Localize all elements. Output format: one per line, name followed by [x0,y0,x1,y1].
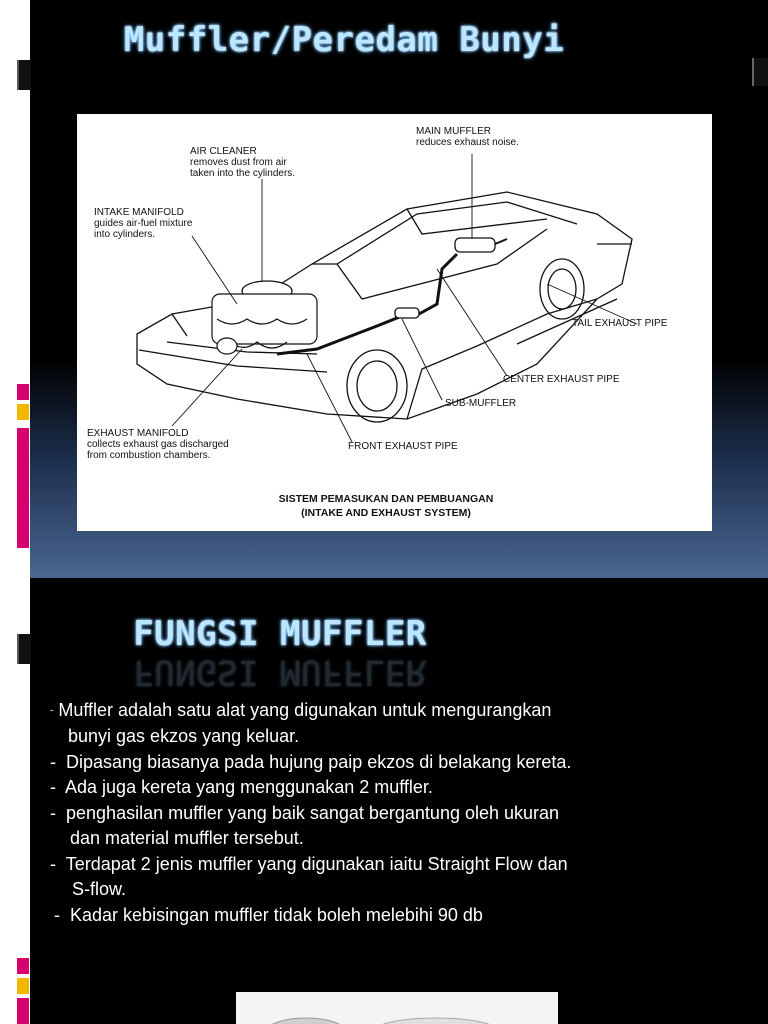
engine-block [212,281,317,354]
pink-accent-block [17,384,29,400]
text-line: bunyi gas ekzos yang keluar. [68,726,300,746]
label-intake-desc-1: guides air-fuel mixture [94,218,193,229]
function-text-block [50,698,750,928]
text-line: - penghasilan muffler yang baik sangat bergantung oleh ukuran [50,802,560,823]
text-line: - Muffler adalah satu alat yang digunakan untuk mengurangkan [50,700,552,720]
intake-exhaust-diagram [77,114,712,531]
label-front-exhaust-pipe: FRONT EXHAUST PIPE [348,441,458,452]
car-outline [137,192,632,422]
text-line: - Ada juga kereta yang menggunakan 2 muffler. [50,777,433,797]
slide-title: Muffler/Peredam Bunyi [123,20,565,60]
label-tail-exhaust-pipe: TAIL EXHAUST PIPE [572,318,668,329]
dark-accent-block [17,60,31,90]
pink-accent-bar [17,428,29,548]
text-line: - Kadar kebisingan muffler tidak boleh melebihi 90 db [54,904,483,925]
label-main-muffler: MAIN MUFFLER [416,126,491,137]
slide-muffler-function [0,578,768,1024]
right-title-marker [752,58,768,86]
car-exhaust-illustration [77,114,712,531]
label-exhaust-desc-1: collects exhaust gas discharged [87,439,229,450]
yellow-accent-block [17,978,29,994]
label-main-muffler-desc: reduces exhaust noise. [416,137,519,148]
diagram-caption-line-1: SISTEM PEMASUKAN DAN PEMBUANGAN [278,493,494,505]
label-intake-desc-2: into cylinders. [94,229,156,240]
label-air-cleaner-desc-1: removes dust from air [190,157,287,168]
text-line: - Dipasang biasanya pada hujung paip ekzos di belakang kereta. [50,751,572,772]
pink-accent-bar [17,998,29,1024]
label-exhaust-manifold: EXHAUST MANIFOLD [87,428,189,439]
label-intake-manifold: INTAKE MANIFOLD [94,207,184,218]
section-title: FUNGSI MUFFLER [133,614,427,654]
muffler-photo [236,992,558,1024]
label-center-exhaust-pipe: CENTER EXHAUST PIPE [503,374,620,385]
label-air-cleaner-desc-2: taken into the cylinders. [190,168,296,179]
muffler-photo-image [236,992,558,1024]
text-line: dan material muffler tersebut. [70,828,304,848]
text-line: S-flow. [72,879,127,899]
label-sub-muffler: SUB-MUFFLER [445,398,517,409]
dark-accent-block [17,634,31,664]
diagram-caption-line-2: (INTAKE AND EXHAUST SYSTEM) [301,507,471,519]
label-exhaust-desc-2: from combustion chambers. [87,450,211,461]
label-air-cleaner: AIR CLEANER [190,146,257,157]
pink-accent-block [17,958,29,974]
text-line: - Terdapat 2 jenis muffler yang digunakan iaitu Straight Flow dan [50,853,568,874]
section-title-reflection: FUNGSI MUFFLER [133,652,427,692]
yellow-accent-block [17,404,29,420]
